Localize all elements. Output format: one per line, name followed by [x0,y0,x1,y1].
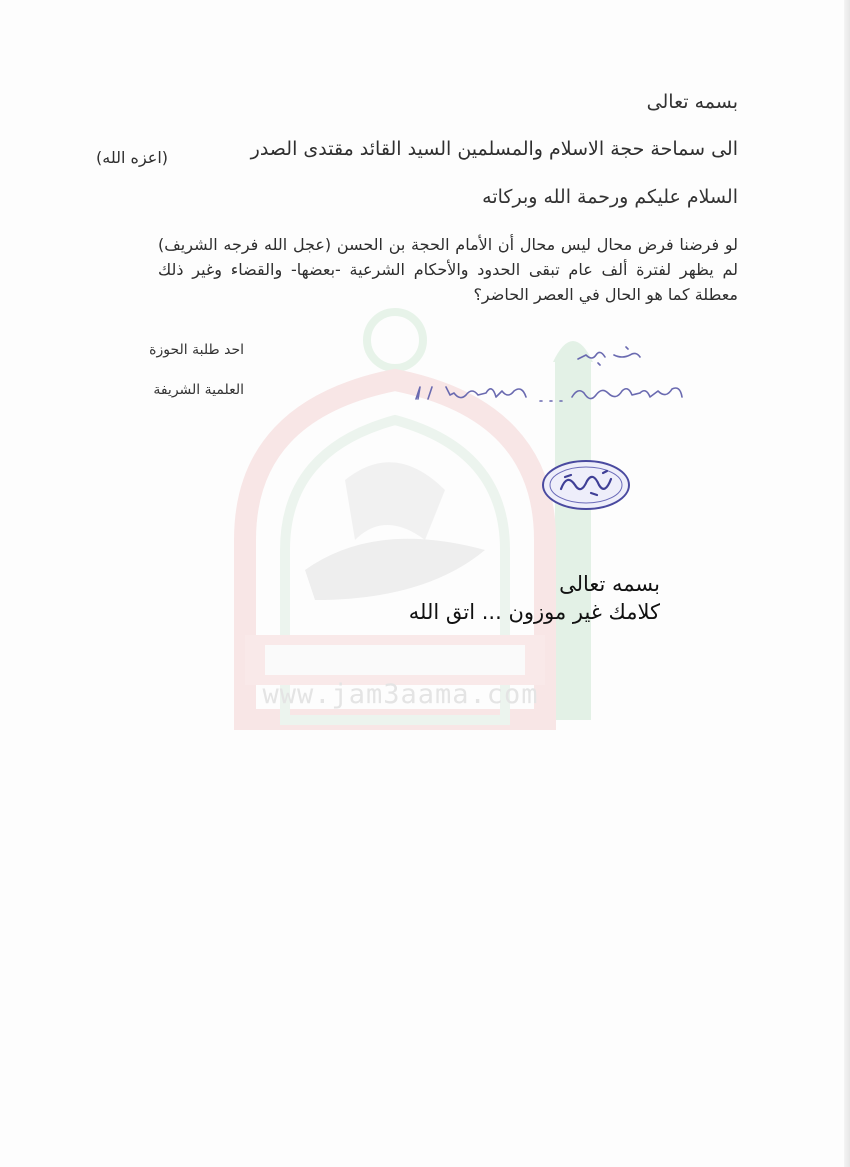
typed-reply [409,570,660,626]
letter-addressee: الى سماحة حجة الاسلام والمسلمين السيد القائد مقتدى الصدر [250,138,738,160]
page-edge [844,0,850,1167]
letter-greeting: بسمه تعالى [646,91,738,113]
letter-question: لو فرضنا فرض محال ليس محال أن الأمام الحجة بن الحسن (عجل الله فرجه الشريف) لم يظهر لفترة ألف عام تبقى الحدود والأحكام الشرعية -بعضها- والقضاء وغير ذلك معطلة كما هو الحال في العصر الحاضر؟ [158,235,738,304]
letter-signature-line-2: العلمية الشريفة [153,382,244,398]
handwritten-reply-line-2 [416,387,682,401]
letter-signature-line-1: احد طلبة الحوزة [149,342,244,358]
typed-reply-line-1: بسمه تعالى [559,572,660,596]
letter-salutation: السلام عليكم ورحمة الله وبركاته [482,186,738,208]
watermark-url: www.jam3aama.com [262,679,539,710]
seal-stamp [541,459,631,511]
typed-reply-line-2: كلامك غير موزون ... اتق الله [408,600,660,624]
letter-addressee-honorific: (اعزه الله) [96,148,168,167]
handwritten-reply-line-1 [578,347,640,365]
handwritten-reply [400,343,700,423]
